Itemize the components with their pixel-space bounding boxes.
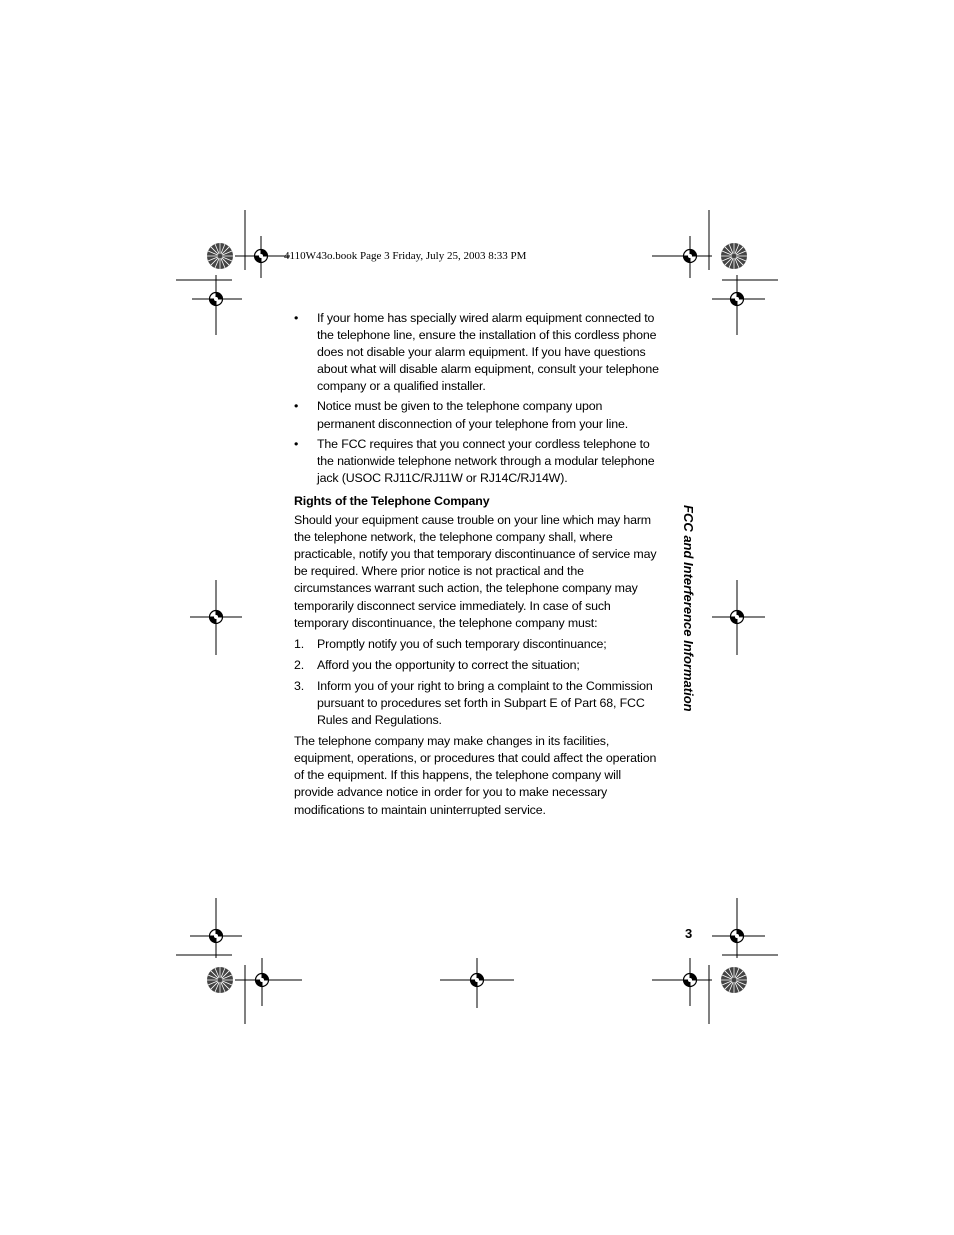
page-number: 3 <box>685 926 693 941</box>
bullet-text: Notice must be given to the telephone company upon permanent disconnection of your telephone from your line. <box>317 399 629 431</box>
registration-mark-icon <box>256 974 269 987</box>
star-target-mark-icon <box>207 967 233 993</box>
section-heading: Rights of the Telephone Company <box>294 493 490 508</box>
closing-paragraph: The telephone company may make changes in its facilities, equipment, operations, or procedures that could affect the operation of the equipment. If this happens, the telephone company will provide advance notice in order for you to make necessary modifications to maintain uninterrupted service. <box>294 734 657 817</box>
bullet-item <box>294 436 659 487</box>
bullet-text: The FCC requires that you connect your cordless telephone to the nationwide telephone network through a modular telephone jack (USOC RJ11C/RJ11W or RJ14C/RJ14W). <box>317 436 655 485</box>
bullet-item <box>294 310 659 395</box>
numbered-item <box>294 678 659 729</box>
bullet-list <box>294 310 659 487</box>
registration-mark-icon <box>471 974 484 987</box>
registration-mark-icon <box>210 293 223 306</box>
star-target-mark-icon <box>721 243 747 269</box>
registration-mark-icon <box>684 974 697 987</box>
bullet-marker: • <box>294 399 299 414</box>
number-marker: 3. <box>294 678 305 693</box>
registration-mark-icon <box>255 250 268 263</box>
numbered-item <box>294 636 659 653</box>
section-intro: Should your equipment cause trouble on your line which may harm the telephone network, the telephone company shall, where practicable, notify you that temporary discontinuance of service may be required. Where prior notice is not practical and the circumstances warrant such action, the telephone company may temporarily disconnect service immediately. In case of such temporary discontinuance, the telephone company must: <box>294 513 657 630</box>
chapter-side-title: FCC and Interference Information <box>681 505 696 712</box>
bullet-marker: • <box>294 311 299 325</box>
registration-mark-icon <box>210 611 223 624</box>
registration-mark-icon <box>684 250 697 263</box>
registration-mark-icon <box>731 293 744 306</box>
main-content <box>294 310 659 819</box>
bullet-text: If your home has specially wired alarm equipment connected to the telephone line, ensure the installation of this cordless phone does not disable your alarm equipment. If you have questions about what will disable alarm equipment, consult your telephone company or a qualified installer. <box>317 311 659 394</box>
star-target-mark-icon <box>721 967 747 993</box>
registration-mark-icon <box>731 611 744 624</box>
registration-mark-icon <box>210 930 223 943</box>
numbered-text: Afford you the opportunity to correct the situation; <box>317 657 580 672</box>
numbered-text: Inform you of your right to bring a complaint to the Commission pursuant to procedures set forth in Subpart E of Part 68, FCC Rules and Regulations. <box>317 678 653 728</box>
print-slug: 4110W43o.book Page 3 Friday, July 25, 2003 8:33 PM <box>284 250 527 262</box>
number-marker: 1. <box>294 636 305 651</box>
bullet-item <box>294 398 659 432</box>
numbered-item <box>294 657 659 674</box>
star-target-mark-icon <box>207 243 233 269</box>
registration-mark-icon <box>731 930 744 943</box>
numbered-text: Promptly notify you of such temporary discontinuance; <box>317 636 607 651</box>
bullet-marker: • <box>294 436 299 451</box>
number-marker: 2. <box>294 657 305 672</box>
numbered-list <box>294 636 659 729</box>
